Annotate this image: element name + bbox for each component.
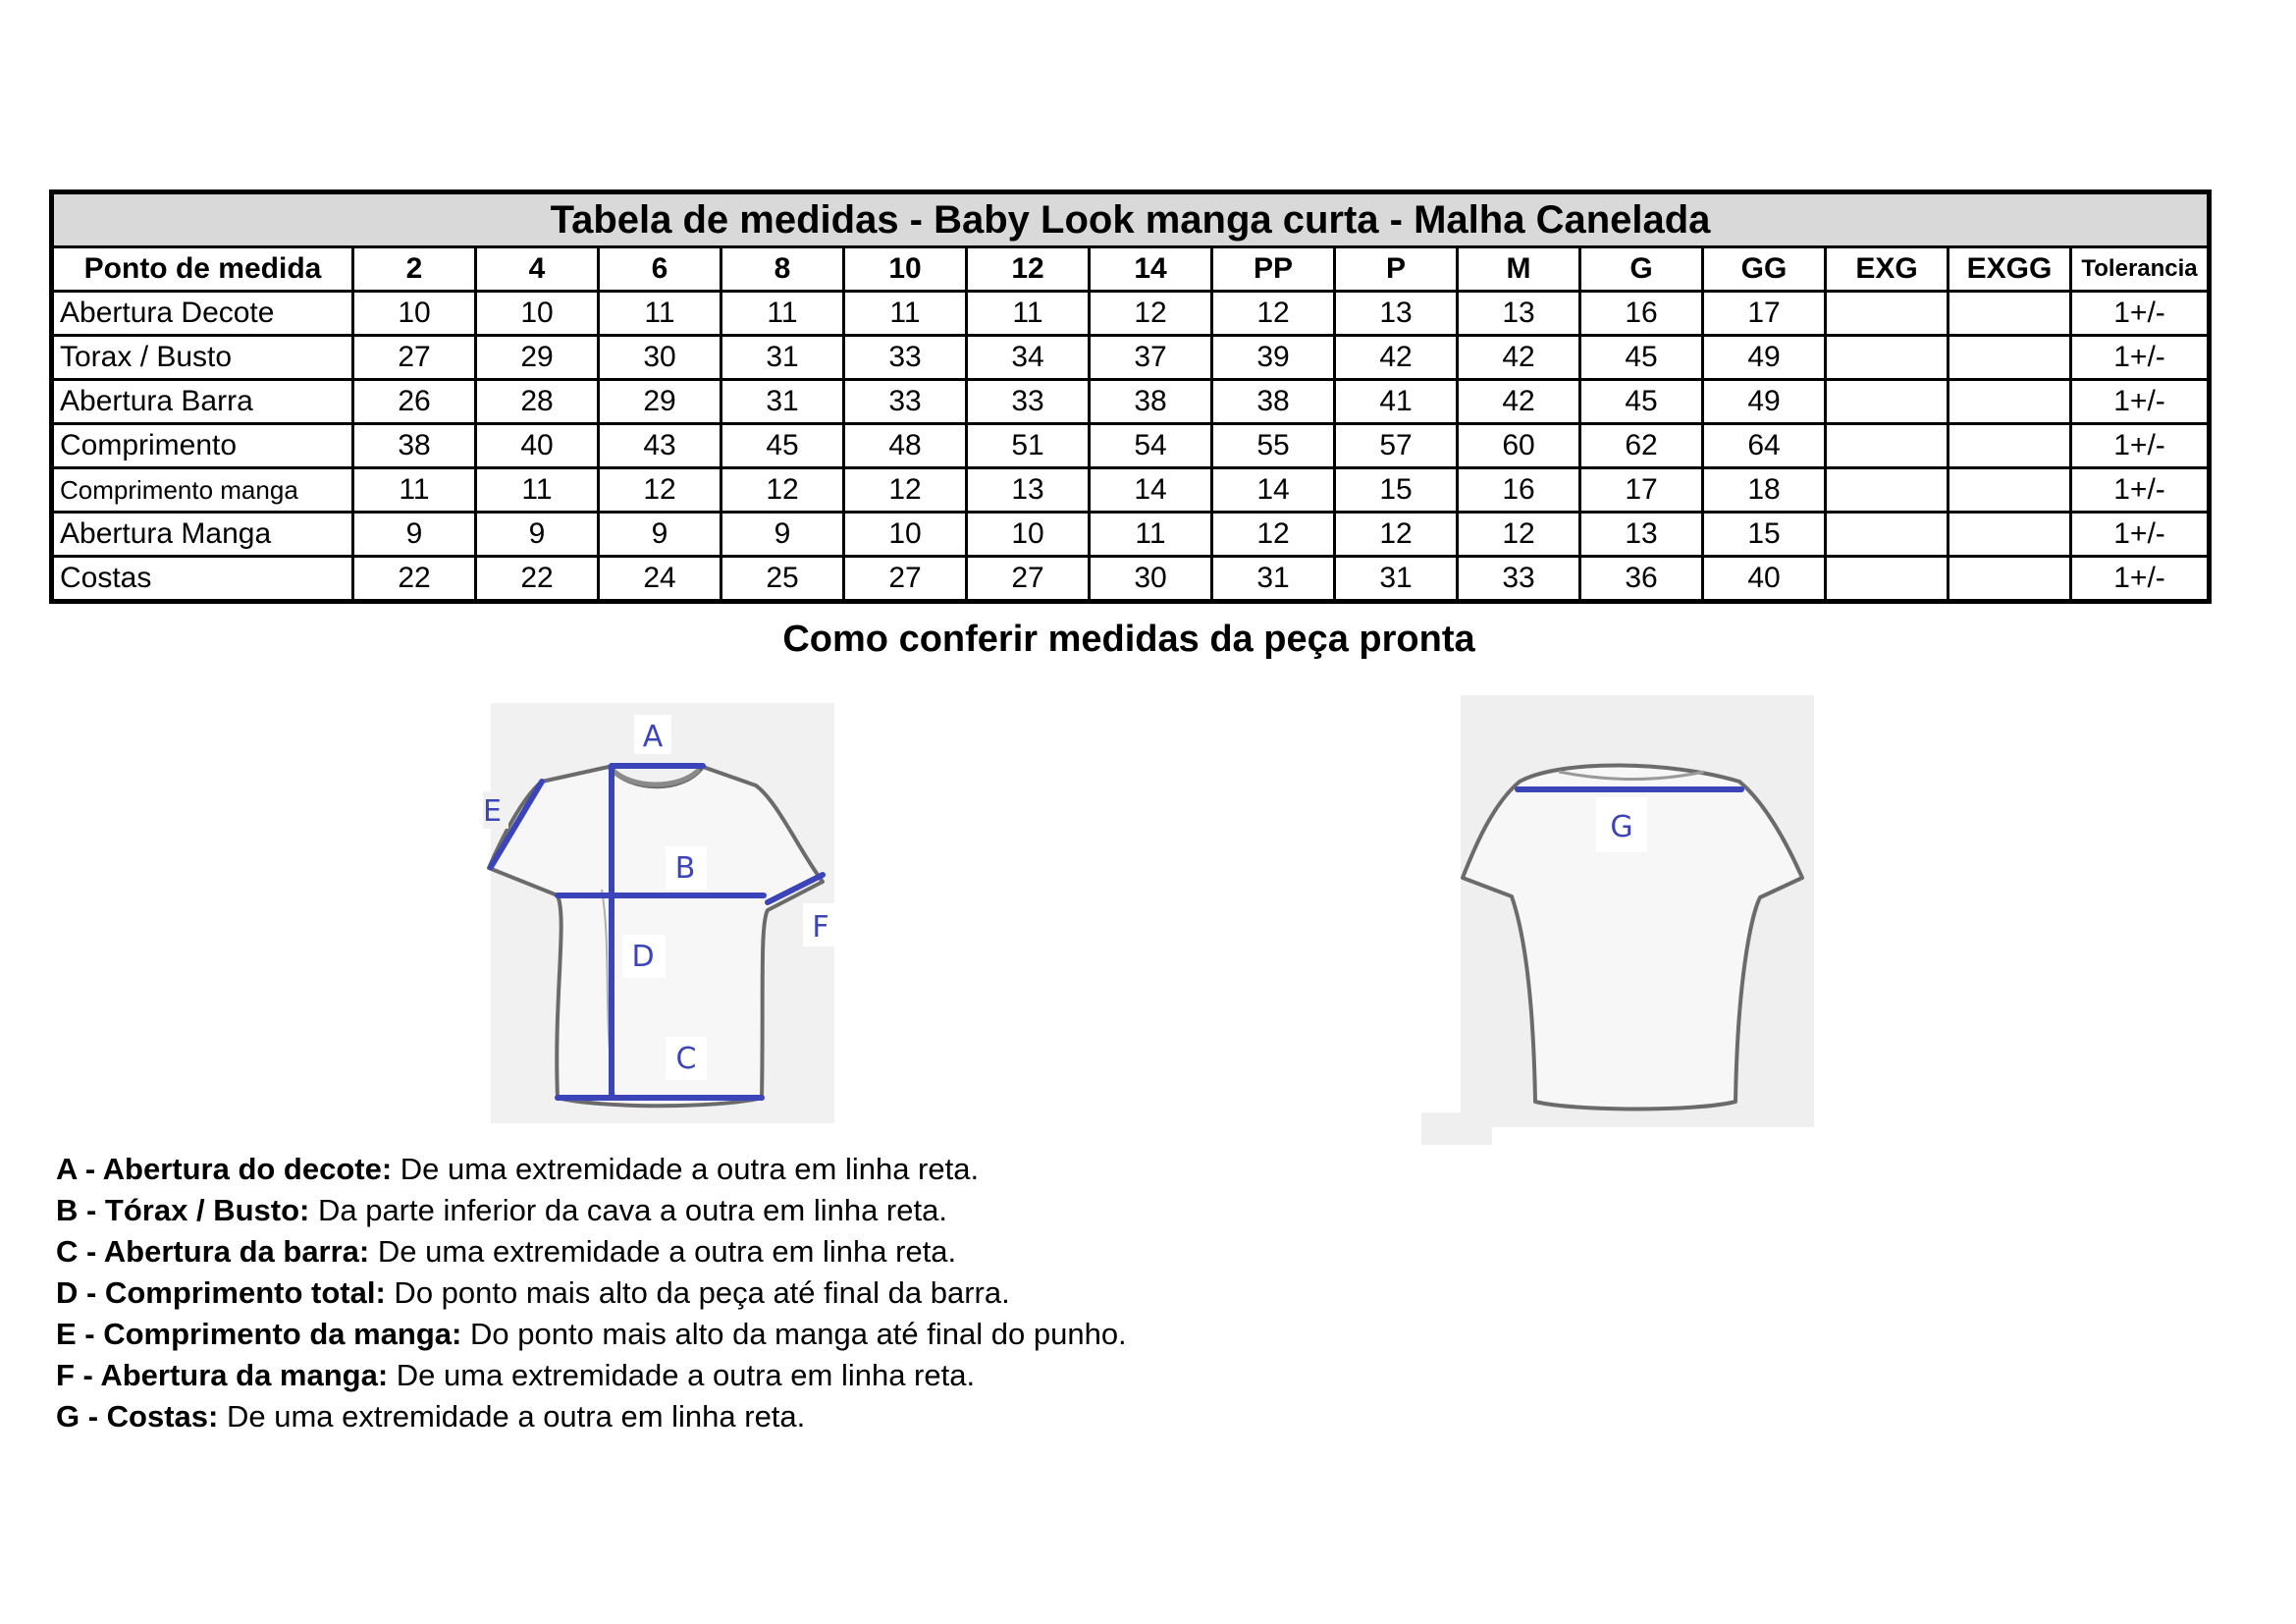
- measurement-value: 16: [1458, 468, 1580, 513]
- measurement-value: 13: [1335, 292, 1458, 336]
- tolerance-value: 1+/-: [2071, 336, 2210, 380]
- tolerance-value: 1+/-: [2071, 557, 2210, 602]
- legend-text: Do ponto mais alto da peça até final da barra.: [385, 1275, 1010, 1310]
- measurement-value: 16: [1580, 292, 1703, 336]
- label-g: G: [1610, 810, 1633, 844]
- measurement-value: 29: [476, 336, 599, 380]
- legend-item: [56, 1190, 1127, 1231]
- measurement-value: 49: [1703, 380, 1826, 424]
- legend-text: Da parte inferior da cava a outra em linha reta.: [309, 1193, 947, 1227]
- table-row: [52, 557, 2210, 602]
- measurement-label: Comprimento manga: [52, 468, 353, 513]
- measurement-value: 12: [1212, 292, 1335, 336]
- legend-text: De uma extremidade a outra em linha reta.: [392, 1152, 980, 1186]
- measurement-value: 40: [476, 424, 599, 468]
- measurement-value: 12: [844, 468, 967, 513]
- measurement-value: 12: [1212, 513, 1335, 557]
- measurement-value: 11: [599, 292, 721, 336]
- measurement-value: 27: [967, 557, 1090, 602]
- table-row: [52, 468, 2210, 513]
- measurement-value: 17: [1580, 468, 1703, 513]
- table-body: [52, 292, 2210, 602]
- measurement-value: 9: [721, 513, 844, 557]
- measurement-value: 42: [1335, 336, 1458, 380]
- measurement-value: 45: [1580, 336, 1703, 380]
- measurement-value: 12: [599, 468, 721, 513]
- measurement-value: 37: [1090, 336, 1212, 380]
- measurement-value: 43: [599, 424, 721, 468]
- measurement-value: [1949, 557, 2071, 602]
- measurement-value: 34: [967, 336, 1090, 380]
- header-size: PP: [1212, 247, 1335, 292]
- measurement-value: 11: [1090, 513, 1212, 557]
- measurement-value: 41: [1335, 380, 1458, 424]
- measurement-value: [1826, 513, 1949, 557]
- legend-key: A - Abertura do decote:: [56, 1152, 393, 1186]
- tolerance-value: 1+/-: [2071, 424, 2210, 468]
- measurement-value: 12: [1458, 513, 1580, 557]
- measurement-label: Comprimento: [52, 424, 353, 468]
- measurement-value: [1826, 292, 1949, 336]
- header-tolerance: Tolerancia: [2071, 247, 2210, 292]
- measurement-value: 42: [1458, 336, 1580, 380]
- label-b: B: [674, 851, 696, 886]
- measurement-value: 28: [476, 380, 599, 424]
- measurement-value: 33: [844, 380, 967, 424]
- measurement-value: 22: [353, 557, 476, 602]
- legend-key: B - Tórax / Busto:: [56, 1193, 310, 1227]
- measurement-value: 27: [844, 557, 967, 602]
- measurement-value: 42: [1458, 380, 1580, 424]
- measurement-value: 55: [1212, 424, 1335, 468]
- measurement-value: 62: [1580, 424, 1703, 468]
- measurement-label: Torax / Busto: [52, 336, 353, 380]
- measurement-value: 64: [1703, 424, 1826, 468]
- legend-item: [56, 1149, 1127, 1190]
- header-size: EXG: [1826, 247, 1949, 292]
- header-size: 10: [844, 247, 967, 292]
- measurement-value: 15: [1703, 513, 1826, 557]
- measurement-value: [1949, 336, 2071, 380]
- back-tshirt-diagram: [1421, 695, 1814, 1145]
- size-table: [49, 189, 2212, 604]
- measurement-value: 18: [1703, 468, 1826, 513]
- tolerance-value: 1+/-: [2071, 513, 2210, 557]
- table-header-row: [52, 247, 2210, 292]
- measurement-value: [1826, 336, 1949, 380]
- legend-item: [56, 1231, 1127, 1272]
- measurement-label: Costas: [52, 557, 353, 602]
- measurement-value: 17: [1703, 292, 1826, 336]
- table-row: [52, 513, 2210, 557]
- measurement-value: 11: [721, 292, 844, 336]
- header-size: EXGG: [1949, 247, 2071, 292]
- measurement-value: 13: [1580, 513, 1703, 557]
- front-tshirt-diagram: [483, 703, 868, 1129]
- measurement-value: 51: [967, 424, 1090, 468]
- header-size: G: [1580, 247, 1703, 292]
- measurement-value: 9: [599, 513, 721, 557]
- table-row: [52, 424, 2210, 468]
- measurement-value: 15: [1335, 468, 1458, 513]
- label-d: D: [631, 940, 655, 974]
- measurement-value: 36: [1580, 557, 1703, 602]
- measurement-value: 22: [476, 557, 599, 602]
- measurement-value: 12: [1090, 292, 1212, 336]
- label-c: C: [675, 1042, 697, 1076]
- measurement-value: 9: [353, 513, 476, 557]
- header-measurement-point: Ponto de medida: [52, 247, 353, 292]
- measurement-value: 49: [1703, 336, 1826, 380]
- legend-item: [56, 1272, 1127, 1314]
- measurement-value: 12: [1335, 513, 1458, 557]
- measurement-value: 39: [1212, 336, 1335, 380]
- header-size: GG: [1703, 247, 1826, 292]
- measurement-value: 11: [353, 468, 476, 513]
- table-row: [52, 292, 2210, 336]
- measurement-value: 29: [599, 380, 721, 424]
- measurement-value: 33: [967, 380, 1090, 424]
- measurement-value: 31: [1335, 557, 1458, 602]
- measurement-value: 30: [599, 336, 721, 380]
- legend-key: C - Abertura da barra:: [56, 1234, 370, 1269]
- table-row: [52, 336, 2210, 380]
- measurement-value: 31: [721, 336, 844, 380]
- measurement-value: 25: [721, 557, 844, 602]
- measurement-value: [1826, 380, 1949, 424]
- header-size: 6: [599, 247, 721, 292]
- measurement-value: 27: [353, 336, 476, 380]
- measurement-value: 60: [1458, 424, 1580, 468]
- measurement-value: 38: [353, 424, 476, 468]
- measurement-value: 13: [967, 468, 1090, 513]
- legend-key: E - Comprimento da manga:: [56, 1317, 462, 1351]
- header-size: 2: [353, 247, 476, 292]
- measurement-value: 10: [844, 513, 967, 557]
- legend-key: F - Abertura da manga:: [56, 1358, 389, 1392]
- measurement-value: 10: [476, 292, 599, 336]
- measurement-value: [1826, 424, 1949, 468]
- measurement-value: 10: [967, 513, 1090, 557]
- legend-item: [56, 1355, 1127, 1396]
- tolerance-value: 1+/-: [2071, 380, 2210, 424]
- measurement-value: 14: [1212, 468, 1335, 513]
- measurement-value: 38: [1090, 380, 1212, 424]
- measurement-value: 54: [1090, 424, 1212, 468]
- measurement-value: 11: [476, 468, 599, 513]
- table-title: Tabela de medidas - Baby Look manga curta - Malha Canelada: [52, 192, 2210, 247]
- measurement-value: 33: [1458, 557, 1580, 602]
- measurement-value: 30: [1090, 557, 1212, 602]
- legend-text: De uma extremidade a outra em linha reta.: [388, 1358, 976, 1392]
- legend-item: [56, 1396, 1127, 1437]
- measurement-value: 57: [1335, 424, 1458, 468]
- measurement-label: Abertura Decote: [52, 292, 353, 336]
- measurement-value: 33: [844, 336, 967, 380]
- label-f: F: [812, 910, 829, 945]
- table-title-row: [52, 192, 2210, 247]
- label-e: E: [483, 794, 502, 829]
- tolerance-value: 1+/-: [2071, 292, 2210, 336]
- measurement-value: [1949, 380, 2071, 424]
- measurement-value: 14: [1090, 468, 1212, 513]
- measurement-value: 24: [599, 557, 721, 602]
- measurement-value: 9: [476, 513, 599, 557]
- measurement-value: [1949, 424, 2071, 468]
- header-size: P: [1335, 247, 1458, 292]
- tolerance-value: 1+/-: [2071, 468, 2210, 513]
- measurement-value: 45: [721, 424, 844, 468]
- header-size: 12: [967, 247, 1090, 292]
- measurement-value: 26: [353, 380, 476, 424]
- legend-text: De uma extremidade a outra em linha reta.: [369, 1234, 957, 1269]
- measurement-value: 38: [1212, 380, 1335, 424]
- table-row: [52, 380, 2210, 424]
- legend-text: De uma extremidade a outra em linha reta.: [218, 1399, 806, 1434]
- measurement-label: Abertura Barra: [52, 380, 353, 424]
- measurement-value: [1949, 468, 2071, 513]
- measurement-value: 48: [844, 424, 967, 468]
- measurement-value: [1826, 557, 1949, 602]
- legend-text: Do ponto mais alto da manga até final do punho.: [461, 1317, 1127, 1351]
- measurement-value: 31: [1212, 557, 1335, 602]
- legend-key: G - Costas:: [56, 1399, 219, 1434]
- section-heading: Como conferir medidas da peça pronta: [782, 619, 1475, 660]
- measurement-value: [1949, 513, 2071, 557]
- measurement-value: 13: [1458, 292, 1580, 336]
- measurement-value: 10: [353, 292, 476, 336]
- header-size: M: [1458, 247, 1580, 292]
- measurement-value: 11: [844, 292, 967, 336]
- legend-item: [56, 1314, 1127, 1355]
- header-size: 8: [721, 247, 844, 292]
- measurement-value: 40: [1703, 557, 1826, 602]
- measurement-value: 45: [1580, 380, 1703, 424]
- measurement-legend: [56, 1149, 1127, 1437]
- measurement-value: 31: [721, 380, 844, 424]
- header-size: 14: [1090, 247, 1212, 292]
- header-size: 4: [476, 247, 599, 292]
- measurement-label: Abertura Manga: [52, 513, 353, 557]
- measurement-value: [1826, 468, 1949, 513]
- measurement-value: [1949, 292, 2071, 336]
- legend-key: D - Comprimento total:: [56, 1275, 386, 1310]
- label-a: A: [642, 720, 664, 754]
- measurement-value: 12: [721, 468, 844, 513]
- measurement-value: 11: [967, 292, 1090, 336]
